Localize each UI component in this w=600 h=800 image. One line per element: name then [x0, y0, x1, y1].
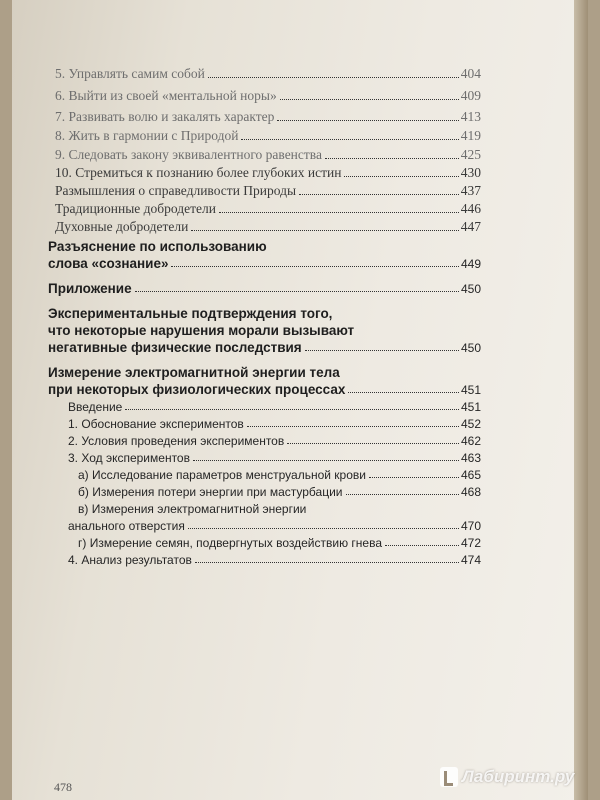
toc-entry-page: 409 — [460, 88, 481, 103]
toc-subentry-title: 1. Обоснование экспериментов — [68, 417, 244, 431]
toc-entry-page: 447 — [460, 219, 481, 234]
toc-subentry-title: 3. Ход экспериментов — [68, 451, 190, 465]
toc-subentry-page: 462 — [460, 434, 481, 448]
toc-subentry — [68, 553, 481, 567]
toc-section — [48, 382, 481, 397]
toc-entry — [55, 88, 481, 104]
toc-entry-page: 446 — [460, 201, 481, 216]
book-page — [12, 0, 588, 800]
toc-section-title: негативные физические последствия — [48, 340, 302, 355]
toc-entry — [55, 147, 481, 163]
toc-section-page: 450 — [460, 282, 481, 296]
toc-entry-title: 6. Выйти из своей «ментальной норы» — [55, 88, 277, 103]
toc-section-line: Разъяснение по использованию — [48, 239, 267, 254]
toc-section-title: слова «сознание» — [48, 256, 169, 271]
toc-entry-page: 404 — [460, 66, 481, 81]
toc-subentry-line: в) Измерения электромагнитной энергии — [78, 502, 307, 516]
page-number: 478 — [54, 780, 72, 794]
toc-entry-title: Размышления о справедливости Природы — [55, 183, 297, 198]
toc-entry-page: 419 — [460, 128, 481, 143]
toc-subentry-title: 2. Условия проведения экспериментов — [68, 434, 285, 448]
toc-entry — [55, 219, 481, 235]
toc-entry-page: 430 — [460, 165, 481, 180]
toc-entry-title: 8. Жить в гармонии с Природой — [55, 128, 239, 143]
toc-entry-title: 10. Стремиться к познанию более глубоких истин — [55, 165, 342, 180]
toc-subentry-title: анального отверстия — [68, 519, 185, 533]
toc-subentry-title: 4. Анализ результатов — [68, 553, 192, 567]
toc-section-page: 449 — [460, 257, 481, 271]
table-of-contents — [12, 0, 588, 800]
toc-entry-title: 5. Управлять самим собой — [55, 66, 205, 81]
toc-entry-title: 7. Развивать волю и закалять характер — [55, 109, 275, 124]
toc-section-page: 451 — [460, 383, 481, 397]
toc-subentry-title: г) Измерение семян, подвергнутых воздействию гнева — [78, 536, 383, 550]
toc-entry-title: Духовные добродетели — [55, 219, 189, 234]
toc-entry — [55, 165, 481, 181]
toc-subentry-title: Введение — [68, 400, 123, 414]
toc-subentry — [68, 451, 481, 465]
toc-entry-page: 413 — [460, 109, 481, 124]
toc-subentry-page: 451 — [460, 400, 481, 414]
toc-subentry — [78, 485, 481, 499]
toc-section-title: Приложение — [48, 281, 132, 296]
toc-section-page: 450 — [460, 341, 481, 355]
labirint-logo-icon — [440, 767, 458, 787]
toc-subentry-page: 474 — [460, 553, 481, 567]
toc-section-line: Измерение электромагнитной энергии тела — [48, 365, 340, 380]
toc-subentry-page: 452 — [460, 417, 481, 431]
toc-subentry-page: 468 — [460, 485, 481, 499]
toc-subentry-page: 472 — [460, 536, 481, 550]
toc-section-line: что некоторые нарушения морали вызывают — [48, 323, 355, 338]
watermark-text: Лабиринт.ру — [462, 767, 575, 786]
toc-entry — [55, 128, 481, 144]
toc-section — [48, 256, 481, 271]
toc-subentry — [68, 434, 481, 448]
toc-section — [48, 340, 481, 355]
toc-entry — [55, 201, 481, 217]
toc-subentry — [78, 536, 481, 550]
toc-entry-page: 437 — [460, 183, 481, 198]
toc-section-line: Экспериментальные подтверждения того, — [48, 306, 333, 321]
toc-subentry-title: б) Измерения потери энергии при мастурбации — [78, 485, 343, 499]
toc-entry-page: 425 — [460, 147, 481, 162]
toc-subentry — [68, 519, 481, 533]
toc-subentry — [78, 468, 481, 482]
toc-entry-title: 9. Следовать закону эквивалентного равенства — [55, 147, 322, 162]
toc-section — [48, 281, 481, 296]
toc-subentry-title: а) Исследование параметров менструальной крови — [78, 468, 366, 482]
toc-subentry-page: 465 — [460, 468, 481, 482]
toc-subentry — [68, 400, 481, 414]
toc-entry — [55, 183, 481, 199]
toc-entry — [55, 66, 481, 82]
toc-entry-title: Традиционные добродетели — [55, 201, 216, 216]
toc-subentry-page: 470 — [460, 519, 481, 533]
toc-subentry-page: 463 — [460, 451, 481, 465]
toc-entry — [55, 109, 481, 125]
toc-subentry — [68, 417, 481, 431]
toc-section-title: при некоторых физиологических процессах — [48, 382, 346, 397]
watermark — [440, 765, 585, 789]
